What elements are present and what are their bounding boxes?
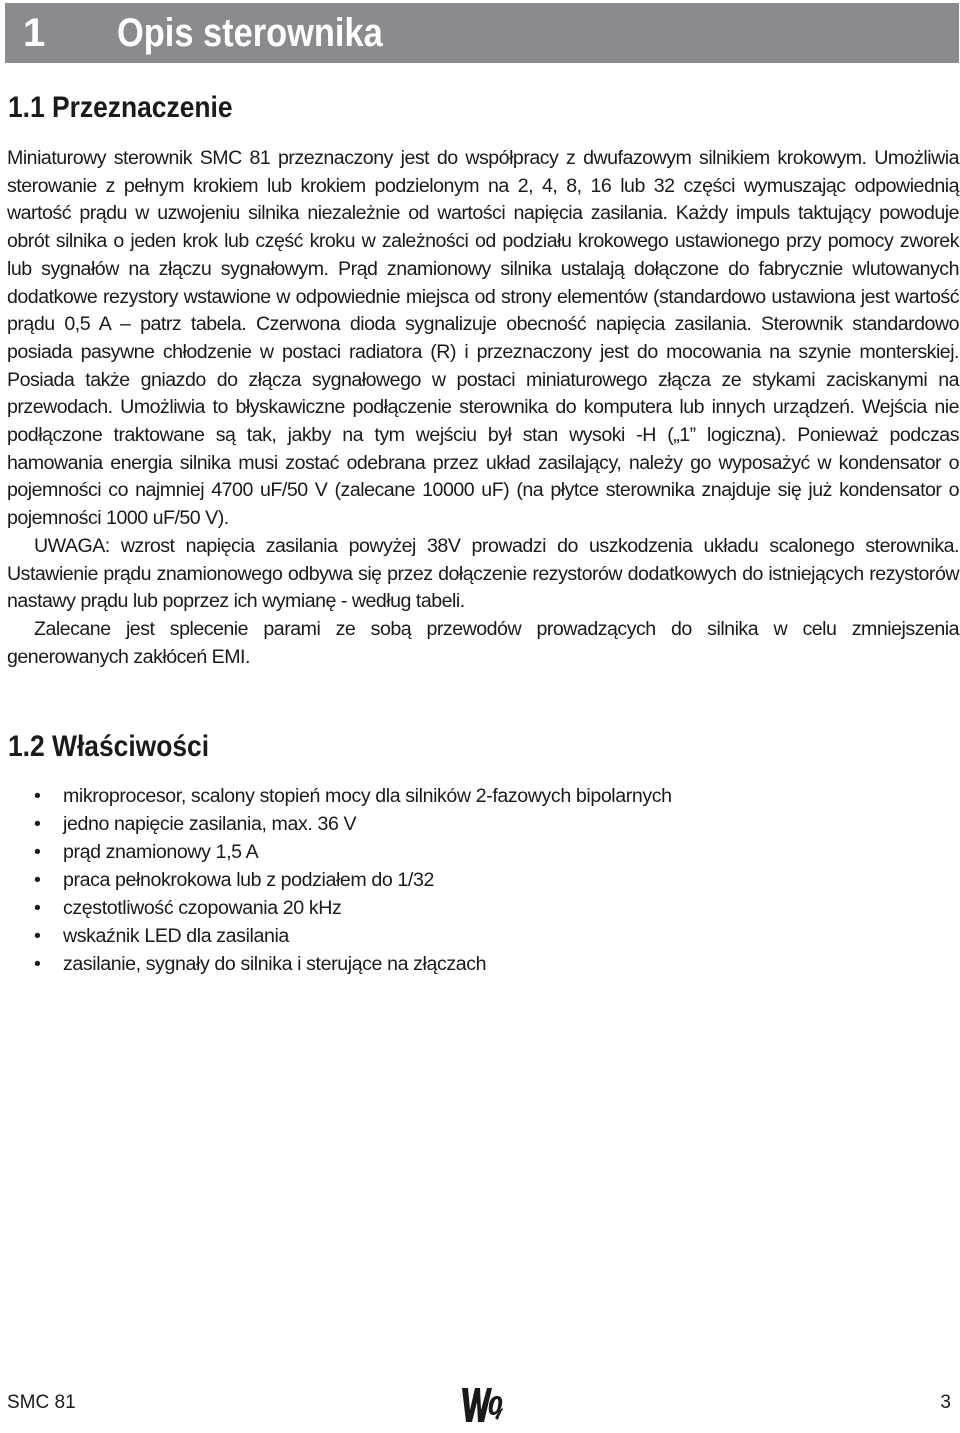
list-item (0, 838, 960, 866)
list-item-text: mikroprocesor, scalony stopień mocy dla silników 2-fazowych bipolarnych (63, 785, 672, 807)
list-item (0, 950, 960, 978)
list-item (0, 894, 960, 922)
chapter-number: 1 (23, 11, 46, 55)
list-item-text: wskaźnik LED dla zasilania (63, 925, 289, 947)
list-item-text: praca pełnokrokowa lub z podziałem do 1/32 (63, 869, 434, 891)
list-item-text: prąd znamionowy 1,5 A (63, 841, 259, 863)
footer-page-number: 3 (940, 1392, 951, 1413)
list-item-text: częstotliwość czopowania 20 kHz (63, 897, 342, 919)
section-body-przeznaczenie (7, 145, 959, 671)
list-item-text: jedno napięcie zasilania, max. 36 V (63, 813, 357, 835)
footer-model: SMC 81 (7, 1392, 76, 1413)
list-item (0, 782, 960, 810)
list-item (0, 922, 960, 950)
paragraph-warning: UWAGA: wzrost napięcia zasilania powyżej 38V prowadzi do uszkodzenia układu scalonego sterownika. Ustawienie prądu znamionowego odbywa się przez dołączenie rezystorów dodatkowych do istniejących rezystorów nastawy prądu lub poprzez ich wymianę - według tabeli. (7, 534, 959, 613)
bullet-icon: • (34, 953, 41, 975)
features-list (0, 782, 960, 978)
section-heading-wlasciwosci: 1.2 Właściwości (8, 730, 210, 763)
list-item (0, 866, 960, 894)
bullet-icon: • (34, 925, 41, 947)
paragraph-emi: Zalecane jest splecenie parami ze sobą przewodów prowadzących do silnika w celu zmniejszenia generowanych zakłóceń EMI. (7, 617, 959, 668)
bullet-icon: • (34, 813, 41, 835)
chapter-title: Opis sterownika (117, 11, 383, 55)
list-item (0, 810, 960, 838)
wobit-logo-icon (458, 1384, 508, 1426)
chapter-header-bar (5, 3, 959, 63)
bullet-icon: • (34, 785, 41, 807)
bullet-icon: • (34, 897, 41, 919)
list-item-text: zasilanie, sygnały do silnika i sterujące na złączach (63, 953, 487, 975)
bullet-icon: • (34, 869, 41, 891)
section-heading-przeznaczenie: 1.1 Przeznaczenie (8, 91, 233, 124)
bullet-icon: • (34, 841, 41, 863)
paragraph-description: Miniaturowy sterownik SMC 81 przeznaczony jest do współpracy z dwufazowym silnikiem krokowym. Umożliwia sterowanie z pełnym krokiem lub krokiem podzielonym na 2, 4, 8, 16 lub 32 części wymuszając odpowiednią wartość prądu w uzwojeniu silnika niezależnie od wartości napięcia zasilania. Każdy impuls taktujący powoduje obrót silnika o jeden krok lub część kroku w zależności od podziału krokowego ustawionego przy pomocy zworek lub sygnałów na złączu sygnałowym. Prąd znamionowy silnika ustalają dołączone do fabrycznie wlutowanych dodatkowe rezystory wstawione w odpowiednie miejsca od strony elementów (standardowo ustawiona jest wartość prądu 0,5 A – patrz tabela. Czerwona dioda sygnalizuje obecność napięcia zasilania. Sterownik standardowo posiada pasywne chłodzenie w postaci radiatora (R) i przeznaczony jest do mocowania na szynie monterskiej. Posiada także gniazdo do złącza sygnałowego w postaci miniaturowego złącza ze stykami zaciskanymi na przewodach. Umożliwia to błyskawiczne podłączenie sterownika do komputera lub innych urządzeń. Wejścia nie podłączone traktowane są tak, jakby na tym wejściu był stan wysoki -H („1” logiczna). Ponieważ podczas hamowania energia silnika musi zostać odebrana przez układ zasilający, należy go wyposażyć w kondensator o pojemności co najmniej 4700 uF/50 V (zalecane 10000 uF) (na płytce sterownika znajduje się już kondensator o pojemności 1000 uF/50 V). (7, 147, 959, 530)
